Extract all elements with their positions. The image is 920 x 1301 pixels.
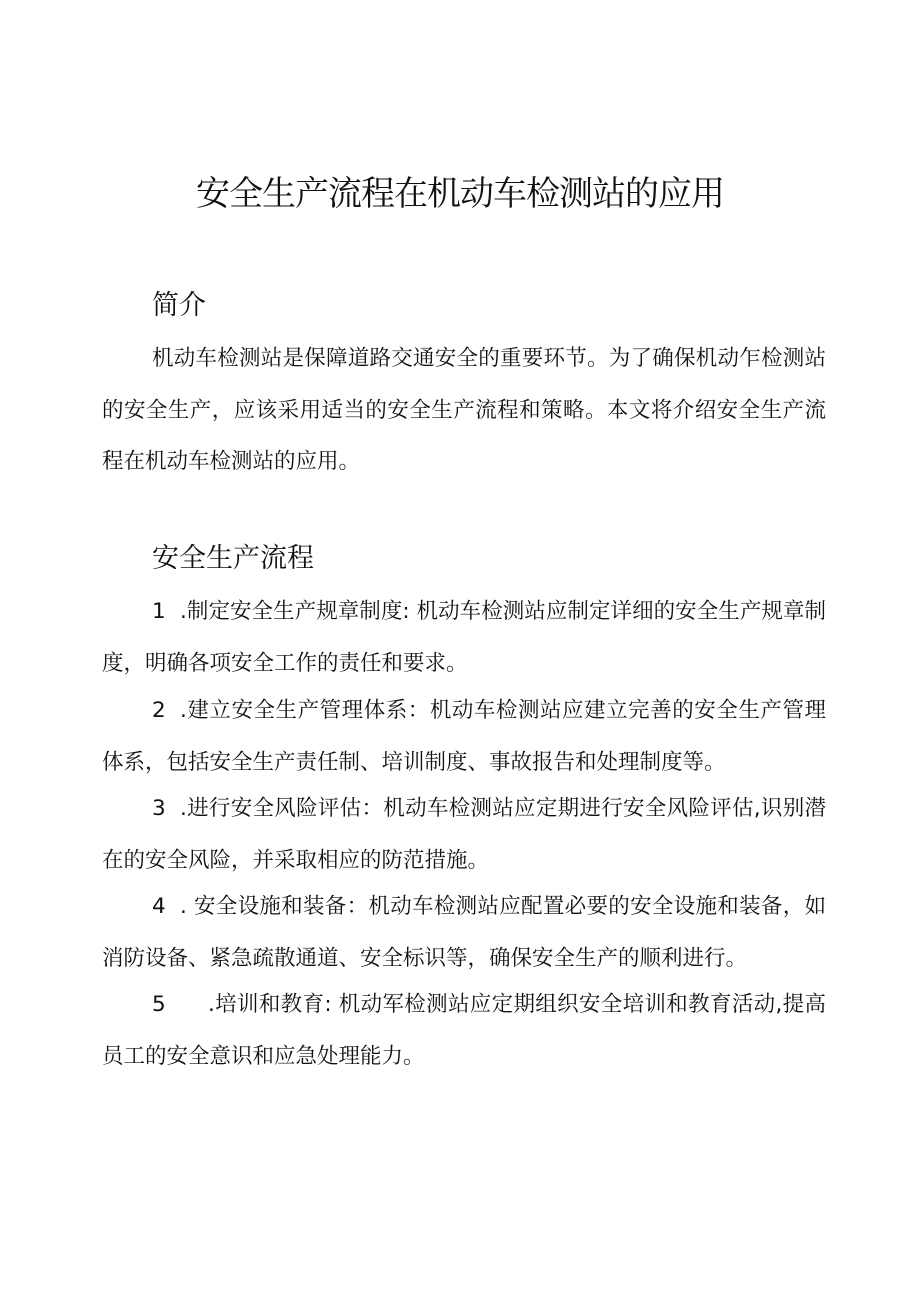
process-item-4 [102,881,826,984]
item-text: .培训和教育: 机动军检测站应定期组织安全培训和教育活动,提高员工的安全意识和应急处理能力。 [102,992,826,1069]
process-item-2 [102,685,826,788]
item-text: .进行安全风险评估：机动车检测站应定期进行安全风险评估,识别潜在的安全风险，并采取相应的防范措施。 [102,796,826,873]
item-number: 3 [152,796,166,821]
item-text: .建立安全生产管理体系：机动车检测站应建立完善的安全生产管理体系，包括安全生产责任制、培训制度、事故报告和处理制度等。 [102,698,826,775]
process-heading: 安全生产流程 [152,543,314,574]
item-number: 5 [152,992,166,1017]
intro-paragraph: 机动车检测站是保障道路交通安全的重要环节。为了确保机动乍检测站的安全生产，应该采用适当的安全生产流程和策略。本文将介绍安全生产流程在机动车检测站的应用。 [102,346,826,474]
item-text: .制定安全生产规章制度: 机动车检测站应制定详细的安全生产规章制度，明确各项安全工作的责任和要求。 [102,599,826,676]
process-item-3 [102,783,826,886]
process-item-5 [102,979,826,1082]
item-number: 2 [152,698,166,723]
item-number: 1 [152,599,166,624]
document-title: 安全生产流程在机动车检测站的应用 [196,174,724,214]
item-number: 4 [152,894,166,919]
intro-heading: 简介 [152,290,206,321]
item-text: . 安全设施和装备：机动车检测站应配置必要的安全设施和装备，如消防设备、紧急疏散通道、安全标识等，确保安全生产的顺利进行。 [102,894,826,971]
process-item-1 [102,586,826,689]
